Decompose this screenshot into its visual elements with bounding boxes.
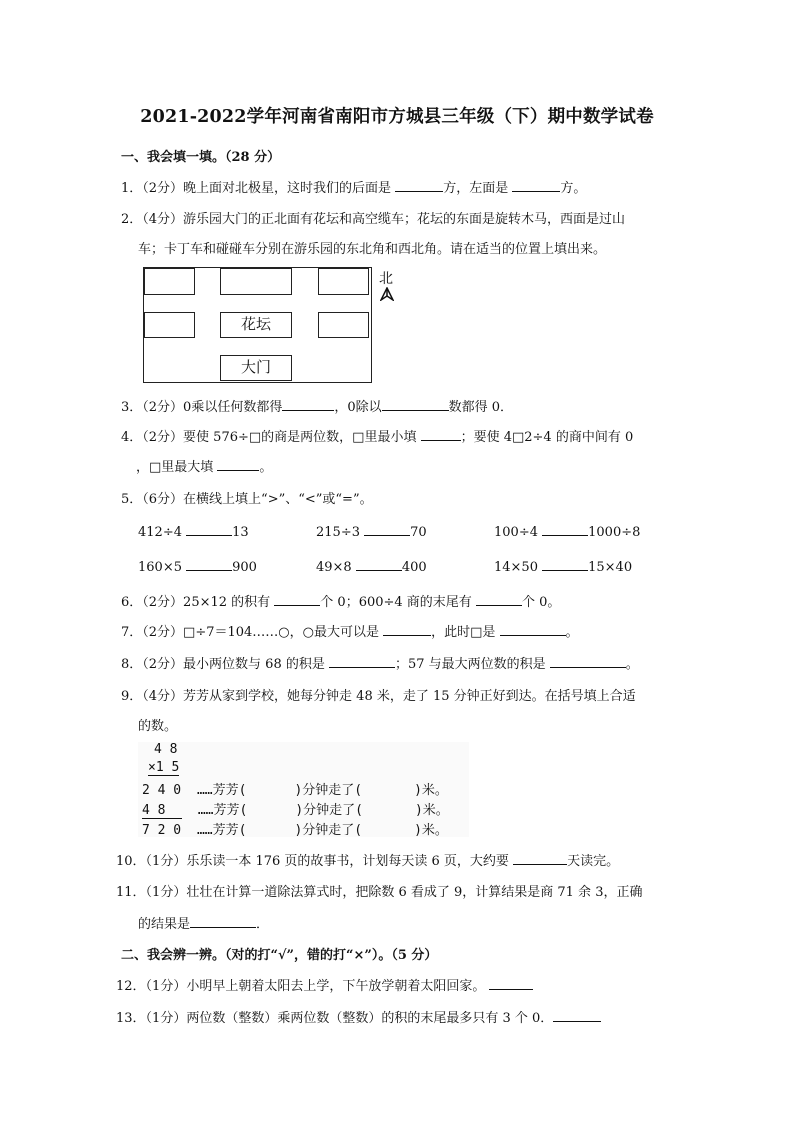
q8-blank-2[interactable] [550,654,626,668]
north-arrow-icon [380,287,394,301]
q4-text-d: 。 [259,460,273,475]
calc-product: 7 2 0 [142,823,182,838]
q5-blank-1[interactable] [186,522,232,536]
calc-row-2: 4 8 ……芳芳( )分钟走了( )米。 [142,803,449,818]
question-12: 12．（1分）小明早上朝着太阳去上学，下午放学朝着太阳回家。 [116,975,533,994]
q3-blank-2[interactable] [382,397,449,411]
calc-row-1: 2 4 0 ……芳芳( )分钟走了( )米。 [142,783,448,798]
q5-blank-4[interactable] [186,557,232,571]
q1-blank-2[interactable] [512,178,560,192]
q7-blank-2[interactable] [500,622,566,636]
q5-blank-6[interactable] [542,557,588,571]
question-11-line-2: 的结果是 ． [138,913,269,932]
q10-blank[interactable] [513,851,567,865]
section-2-heading: 二、我会辨一辨。（对的打“√”，错的打“×”）。（5 分） [121,948,438,963]
park-map [143,267,372,383]
calc-partial-1: 2 4 0 [142,783,182,798]
map-box-east[interactable] [318,312,369,338]
q5-item-2: 215÷3 70 [316,522,427,540]
question-2-line-1: 2．（4分）游乐园大门的正北面有花坛和高空缆车；花坛的东面是旋转木马，西面是过山 [121,212,626,227]
question-9-line-2: 的数。 [138,719,178,734]
q5-blank-5[interactable] [356,557,402,571]
q5-blank-2[interactable] [364,522,410,536]
map-box-northwest[interactable] [144,268,195,295]
question-4-line-2 [136,456,272,475]
question-4-line-1 [121,426,633,445]
q4-text-c: ，□里最大填 [136,460,218,475]
question-8: 8．（2分）最小两位数与 68 的积是 ；57 与最大两位数的积是 。 [121,653,639,672]
north-label: 北 [379,271,393,287]
page-title: 2021-2022学年河南省南阳市方城县三年级（下）期中数学试卷 [140,107,654,127]
q3-text-b: ，0除以 [334,400,382,415]
multiplication-work [138,742,469,837]
q5-item-5: 49×8 400 [316,557,427,575]
question-1 [121,177,586,196]
q4-text-a: 4．（2分）要使 576÷□的商是两位数，□里最小填 [121,430,421,445]
q6-blank-2[interactable] [476,592,522,606]
map-gate: 大门 [220,355,292,381]
q1-blank-1[interactable] [395,178,443,192]
q4-blank-2[interactable] [217,457,259,471]
q5-item-6: 14×50 15×40 [494,557,632,575]
q11-blank[interactable] [190,914,256,928]
q4-text-b: ；要使 4□2÷4 的商中间有 0 [460,430,634,445]
calc-partial-2: 4 8 [142,803,182,819]
section-1-heading: 一、我会填一填。（28 分） [121,150,281,165]
q3-text-c: 数都得 0． [448,400,514,415]
q5-item-1: 412÷4 13 [138,522,249,540]
question-2-line-2: 车；卡丁车和碰碰车分别在游乐园的东北角和西北角。请在适当的位置上填出来。 [138,242,607,257]
map-box-west[interactable] [144,312,195,338]
question-7: 7．（2分）□÷7＝104……○，○最大可以是 ，此时□是 。 [121,621,579,640]
calc-multiplier: ×1 5 [148,760,180,775]
q13-blank[interactable] [553,1008,601,1022]
q5-item-3: 100÷4 1000÷8 [494,522,640,540]
q1-text-b: 方，左面是 [443,181,513,196]
q1-text-c: 方。 [560,181,587,196]
q5-blank-3[interactable] [542,522,588,536]
question-6: 6．（2分）25×12 的积有 个 0；600÷4 商的末尾有 个 0。 [121,591,560,610]
q6-blank-1[interactable] [274,592,320,606]
question-11-line-1: 11．（1分）壮壮在计算一道除法算式时，把除数 6 看成了 9，计算结果是商 71 余 3，正确 [116,885,643,900]
question-10: 10．（1分）乐乐读一本 176 页的故事书，计划每天读 6 页，大约要 天读完。 [116,850,619,869]
q3-blank-1[interactable] [282,397,334,411]
q3-text-a: 3．（2分）0乘以任何数都得 [121,400,283,415]
q4-blank-1[interactable] [421,427,461,441]
map-box-northeast[interactable] [318,268,369,295]
calc-multiplicand: 4 8 [154,742,178,757]
question-5-stem: 5．（6分）在横线上填上“>”、“<”或“=”。 [121,492,373,507]
q1-text-a: 1．（2分）晚上面对北极星，这时我们的后面是 [121,181,396,196]
calc-row-3: 7 2 0 ……芳芳( )分钟走了( )米。 [142,823,448,838]
q8-blank-1[interactable] [329,654,395,668]
map-box-north[interactable] [220,268,292,295]
map-flower-bed: 花坛 [220,312,292,338]
question-3 [121,396,513,415]
question-13: 13．（1分）两位数（整数）乘两位数（整数）的积的末尾最多只有 3 个 0． [116,1007,601,1026]
q7-blank-1[interactable] [383,622,431,636]
question-9-line-1: 9．（4分）芳芳从家到学校，她每分钟走 48 米，走了 15 分钟正好到达。在括号填上合适 [121,689,636,704]
q5-item-4: 160×5 900 [138,557,257,575]
q12-blank[interactable] [489,976,533,990]
